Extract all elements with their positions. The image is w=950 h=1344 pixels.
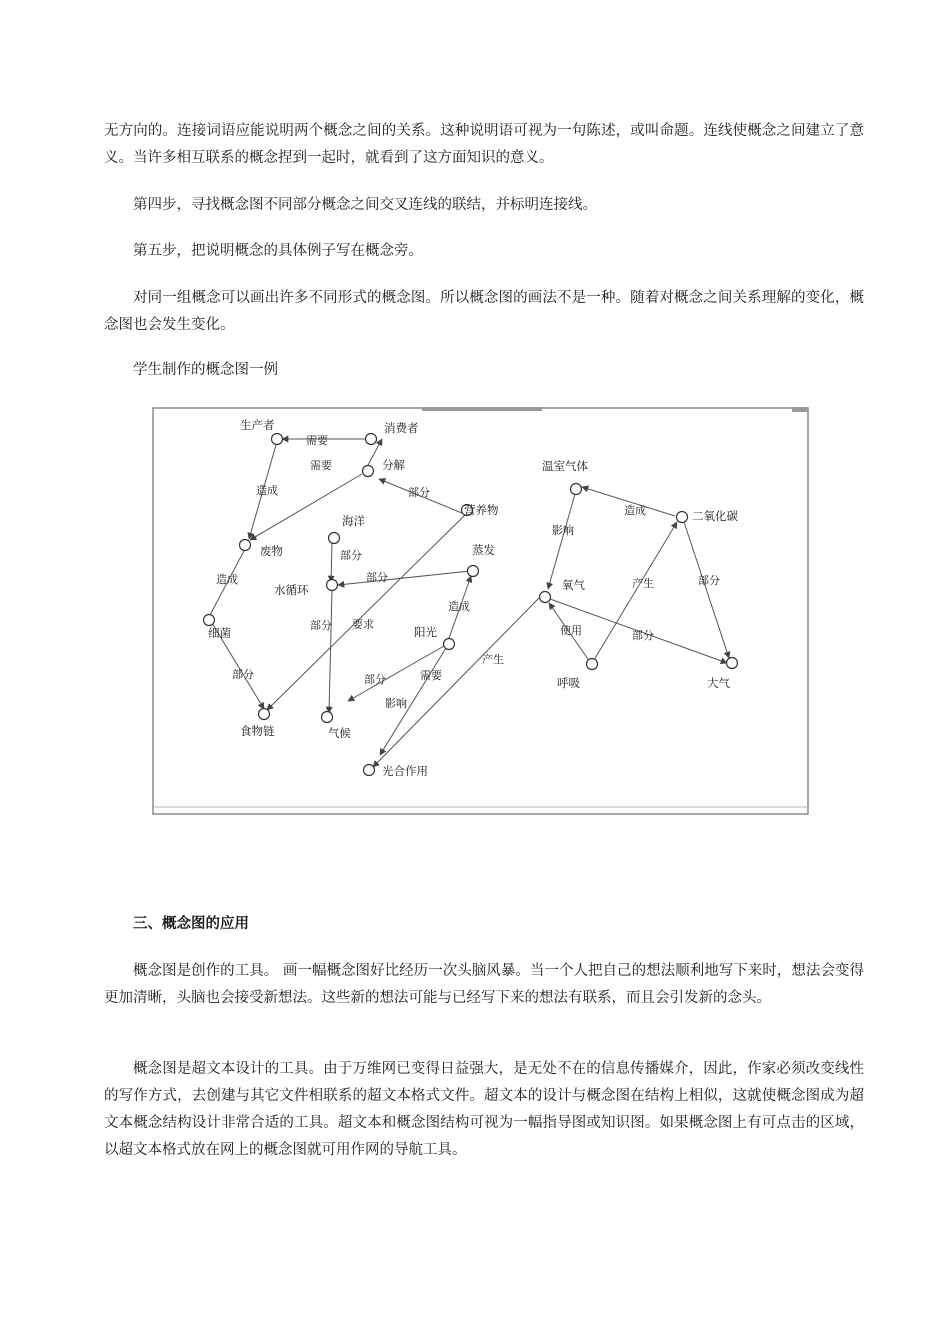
node-sunlight <box>444 639 455 650</box>
paragraph-creative-tool: 概念图是创作的工具。 画一幅概念图好比经历一次头脑风暴。当一个人把自己的想法顺利地写下来时，想法会变得更加清晰，头脑也会接受新想法。这些新的想法可能与已经写下来的想法有联系，而且会引发新的念头。 <box>104 963 864 1006</box>
node-water-cycle <box>327 580 338 591</box>
label-sunlight: 阳光 <box>414 625 437 639</box>
figure-frame <box>153 408 808 814</box>
edge-label-part-1: 部分 <box>408 486 430 499</box>
paragraph-steps-intro: 无方向的。连接词语应能说明两个概念之间的关系。这种说明语可视为一句陈述，或叫命题。连线使概念之间建立了意义。当许多相互联系的概念捏到一起时，就看到了这方面知识的意义。 <box>104 123 864 166</box>
node-consumer <box>366 434 377 445</box>
node-ocean <box>329 533 340 544</box>
edge-label-part-6: 部分 <box>364 673 386 686</box>
paragraph-step-four: 第四步，寻找概念图不同部分概念之间交叉连线的联结，并标明连接线。 <box>133 197 597 213</box>
edge-label-need-1: 需要 <box>306 434 328 447</box>
frame-title-bar <box>422 407 542 411</box>
node-bacteria <box>204 615 215 626</box>
edge-label-require: 要求 <box>352 618 374 631</box>
frame-close-box <box>792 407 808 412</box>
label-co2: 二氧化碳 <box>692 509 738 523</box>
edge-label-part-3: 部分 <box>366 571 388 584</box>
label-food-chain: 食物链 <box>240 724 275 738</box>
label-decompose: 分解 <box>382 458 405 472</box>
node-food-chain <box>259 709 270 720</box>
edge-label-produce-2: 产生 <box>632 577 654 590</box>
label-waste: 废物 <box>260 544 283 558</box>
node-oxygen <box>540 592 551 603</box>
edge-label-need-3: 需要 <box>420 669 442 682</box>
label-respiration: 呼吸 <box>557 676 580 690</box>
edge-label-cause-3: 造成 <box>448 600 470 613</box>
node-producer <box>272 434 283 445</box>
figure-caption: 学生制作的概念图一例 <box>133 362 278 378</box>
label-climate: 气候 <box>328 726 351 740</box>
edge-label-cause-1: 造成 <box>256 484 278 497</box>
label-atmosphere: 大气 <box>707 676 730 690</box>
paragraph-variations: 对同一组概念可以画出许多不同形式的概念图。所以概念图的画法不是一种。随着对概念之间关系理解的变化，概念图也会发生变化。 <box>104 290 864 333</box>
label-water-cycle: 水循环 <box>274 583 309 597</box>
node-climate <box>322 712 333 723</box>
edge-label-part-5: 部分 <box>232 668 254 681</box>
edge-label-part-2: 部分 <box>340 549 362 562</box>
label-photosynthesis: 光合作用 <box>382 764 428 778</box>
edge-label-cause-2: 造成 <box>216 573 238 586</box>
label-greenhouse-gas: 温室气体 <box>542 459 588 473</box>
label-bacteria: 细菌 <box>208 626 231 640</box>
paragraph-step-five: 第五步，把说明概念的具体例子写在概念旁。 <box>133 243 423 259</box>
node-co2 <box>677 512 688 523</box>
concept-map-figure <box>152 407 809 815</box>
label-evaporation: 蒸发 <box>472 543 495 557</box>
edge-label-part-4: 部分 <box>310 619 332 632</box>
node-waste <box>240 540 251 551</box>
edge-label-part-oxygen: 部分 <box>632 629 654 642</box>
node-evaporation <box>468 566 479 577</box>
node-atmosphere <box>727 658 738 669</box>
label-nutrient: 营养物 <box>464 503 499 517</box>
label-consumer: 消费者 <box>384 421 419 435</box>
label-ocean: 海洋 <box>342 514 365 528</box>
edge-label-use: 使用 <box>560 624 582 637</box>
edge-label-influence-1: 影响 <box>385 697 407 710</box>
label-producer: 生产者 <box>240 418 275 432</box>
paragraph-hypertext-tool: 概念图是超文本设计的工具。由于万维网已变得日益强大，是无处不在的信息传播媒介，因此，作家必须改变线性的写作方式，去创建与其它文件相联系的超文本格式文件。超文本的设计与概念图在结构上相似，这就使概念图成为超文本概念结构设计非常合适的工具。超文本和概念图结构可视为一幅指导图或知识图。如果概念图上有可点击的区域，以超文本格式放在网上的概念图就可用作网的导航工具。 <box>104 1061 864 1158</box>
section-heading: 三、概念图的应用 <box>133 916 249 932</box>
edge-label-part-7: 部分 <box>698 574 720 587</box>
node-respiration <box>587 659 598 670</box>
edge-label-cause-4: 造成 <box>624 504 646 517</box>
node-decompose <box>363 466 374 477</box>
node-photosynthesis <box>364 765 375 776</box>
edge-label-need-2: 需要 <box>310 459 332 472</box>
label-oxygen: 氧气 <box>562 578 585 592</box>
edge-label-produce-1: 产生 <box>482 653 504 666</box>
node-greenhouse-gas <box>571 484 582 495</box>
edge-label-influence-2: 影响 <box>552 524 574 537</box>
